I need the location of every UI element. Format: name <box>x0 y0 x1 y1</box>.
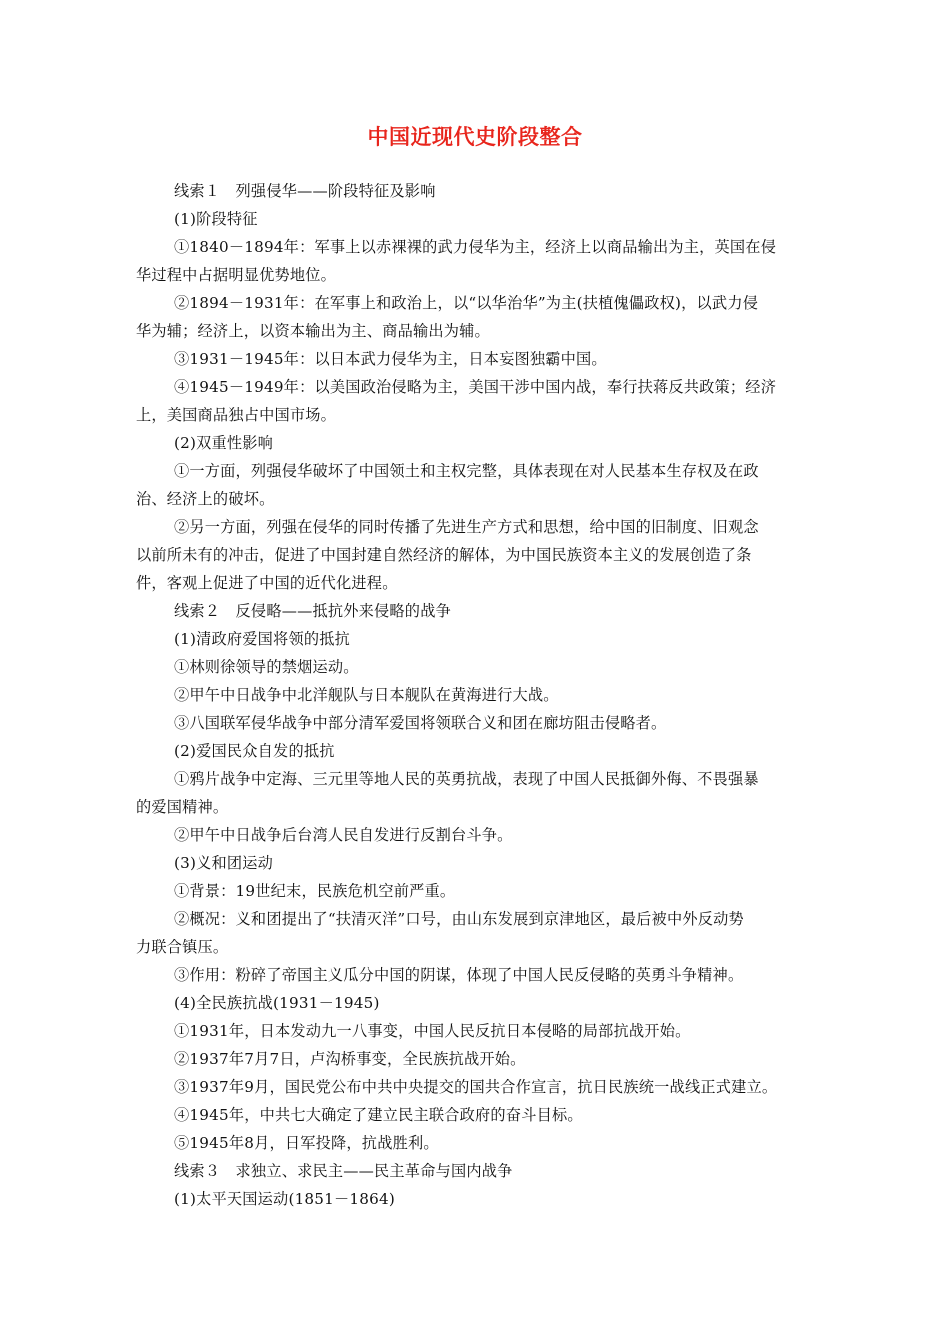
subsection-heading: (4)全民族抗战(1931－1945) <box>174 994 380 1012</box>
paragraph-line: 华过程中占据明显优势地位。 <box>136 266 337 284</box>
subsection-heading: (1)太平天国运动(1851－1864) <box>174 1190 395 1208</box>
paragraph-line: ①背景：19世纪末，民族危机空前严重。 <box>174 882 456 900</box>
subsection-heading: (2)双重性影响 <box>174 434 274 452</box>
subsection-heading: (2)爱国民众自发的抵抗 <box>174 742 335 760</box>
paragraph-line: 治、经济上的破坏。 <box>136 490 275 508</box>
paragraph-line: ②1894－1931年：在军事上和政治上，以“以华治华”为主(扶植傀儡政权)，以武力侵 <box>174 294 759 312</box>
paragraph-line: 华为辅；经济上，以资本输出为主、商品输出为辅。 <box>136 322 490 340</box>
paragraph-line: ③八国联军侵华战争中部分清军爱国将领联合义和团在廊坊阻击侵略者。 <box>174 714 667 732</box>
paragraph-line: 上，美国商品独占中国市场。 <box>136 406 337 424</box>
paragraph-line: 以前所未有的冲击，促进了中国封建自然经济的解体，为中国民族资本主义的发展创造了条 <box>136 546 752 564</box>
paragraph-line: ③1931－1945年：以日本武力侵华为主，日本妄图独霸中国。 <box>174 350 607 368</box>
section-heading: 线索２ 反侵略——抵抗外来侵略的战争 <box>174 602 451 620</box>
subsection-heading: (3)义和团运动 <box>174 854 274 872</box>
section-heading: 线索１ 列强侵华——阶段特征及影响 <box>174 182 436 200</box>
paragraph-line: ①1931年，日本发动九一八事变，中国人民反抗日本侵略的局部抗战开始。 <box>174 1022 691 1040</box>
paragraph-line: ②另一方面，列强在侵华的同时传播了先进生产方式和思想，给中国的旧制度、旧观念 <box>174 518 759 536</box>
section-heading: 线索３ 求独立、求民主——民主革命与国内战争 <box>174 1162 513 1180</box>
paragraph-line: ①一方面，列强侵华破坏了中国领土和主权完整，具体表现在对人民基本生存权及在政 <box>174 462 759 480</box>
document-title: 中国近现代史阶段整合 <box>367 125 583 149</box>
paragraph-line: ②甲午中日战争后台湾人民自发进行反割台斗争。 <box>174 826 513 844</box>
paragraph-line: ②1937年7月7日，卢沟桥事变，全民族抗战开始。 <box>174 1050 526 1068</box>
subsection-heading: (1)阶段特征 <box>174 210 258 228</box>
paragraph-line: 力联合镇压。 <box>136 938 229 956</box>
paragraph-line: ③作用：粉碎了帝国主义瓜分中国的阴谋，体现了中国人民反侵略的英勇斗争精神。 <box>174 966 744 984</box>
paragraph-line: 的爱国精神。 <box>136 798 229 816</box>
paragraph-line: ④1945－1949年：以美国政治侵略为主，美国干涉中国内战，奉行扶蒋反共政策；经济 <box>174 378 777 396</box>
paragraph-line: ①1840－1894年：军事上以赤裸裸的武力侵华为主，经济上以商品输出为主，英国在侵 <box>174 238 777 256</box>
paragraph-line: ①林则徐领导的禁烟运动。 <box>174 658 359 676</box>
paragraph-line: ②概况：义和团提出了“扶清灭洋”口号，由山东发展到京津地区，最后被中外反动势 <box>174 910 744 928</box>
paragraph-line: ②甲午中日战争中北洋舰队与日本舰队在黄海进行大战。 <box>174 686 559 704</box>
subsection-heading: (1)清政府爱国将领的抵抗 <box>174 630 350 648</box>
paragraph-line: 件，客观上促进了中国的近代化进程。 <box>136 574 398 592</box>
paragraph-line: ⑤1945年8月，日军投降，抗战胜利。 <box>174 1134 439 1152</box>
paragraph-line: ①鸦片战争中定海、三元里等地人民的英勇抗战，表现了中国人民抵御外侮、不畏强暴 <box>174 770 759 788</box>
paragraph-line: ③1937年9月，国民党公布中共中央提交的国共合作宣言，抗日民族统一战线正式建立。 <box>174 1078 778 1096</box>
paragraph-line: ④1945年，中共七大确定了建立民主联合政府的奋斗目标。 <box>174 1106 583 1124</box>
